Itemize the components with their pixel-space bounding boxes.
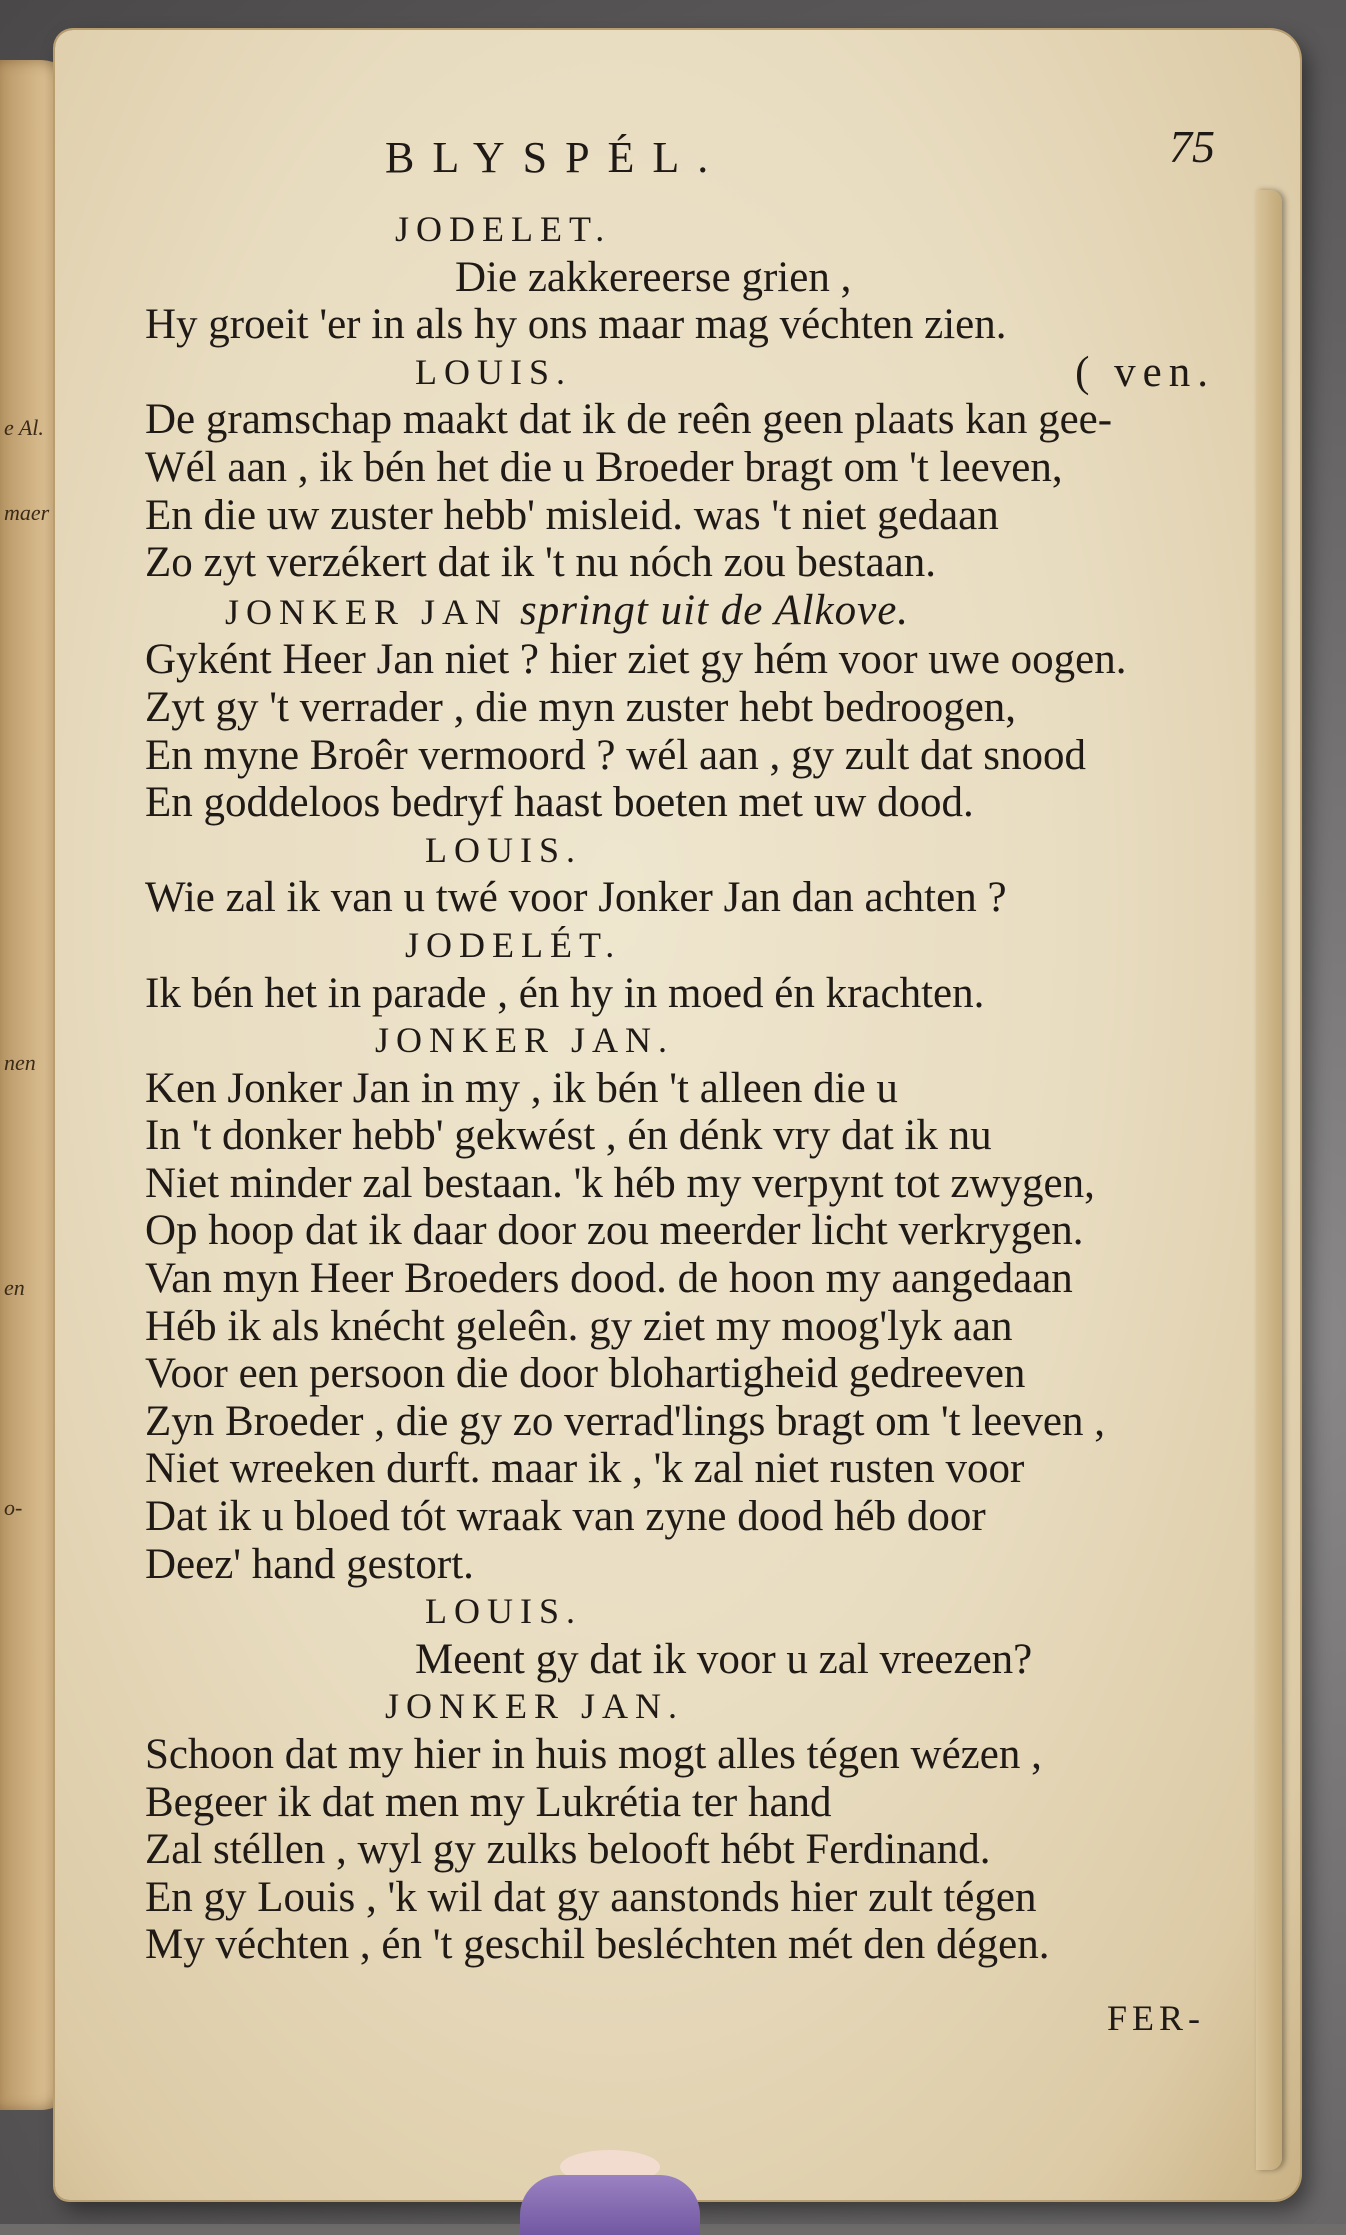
speaker-name	[145, 587, 1225, 637]
speaker-name	[145, 1017, 1225, 1065]
verse-lines	[145, 206, 1225, 1969]
prev-page-fragment: o-	[4, 1495, 23, 1520]
verse-line: Niet wreeken durft. maar ik , 'k zal niet rusten voor	[145, 1445, 1025, 1493]
prev-page-fragment: nen	[4, 1050, 36, 1075]
stage-direction: springt uit de Alkove.	[520, 586, 910, 634]
speaker-label: JONKER JAN.	[375, 1020, 675, 1061]
verse-line: Schoon dat my hier in huis mogt alles tégen wézen ,	[145, 1731, 1042, 1778]
speaker-name	[145, 206, 1225, 254]
verse-line: Die zakkereerse grien ,	[455, 253, 852, 301]
verse-overflow: ( ven.	[1075, 348, 1215, 396]
verse-line: En goddeloos bedryf haast boeten met uw dood.	[145, 779, 974, 827]
verse-line: Ken Jonker Jan in my , ik bén 't alleen die u	[145, 1064, 898, 1112]
verse-line: Voor een persoon die door blohartigheid gedreeven	[145, 1350, 1026, 1398]
verse-line: Hy groeit 'er in als hy ons maar mag véchten zien.	[145, 301, 1007, 349]
verse-line: Meent gy dat ik voor u zal vreezen?	[415, 1635, 1033, 1683]
verse-line: In 't donker hebb' gekwést , én dénk vry dat ik nu	[145, 1112, 992, 1160]
verse-line: Zal stéllen , wyl gy zulks belooft hébt Ferdinand.	[145, 1826, 991, 1874]
verse-line: Deez' hand gestort.	[145, 1540, 474, 1588]
speaker-name	[145, 1588, 1225, 1636]
verse-line: Dat ik u bloed tót wraak van zyne dood héb door	[145, 1493, 986, 1541]
running-head	[145, 120, 1225, 206]
verse-line: Wie zal ik van u twé voor Jonker Jan dan achten ?	[145, 874, 1007, 922]
verse-line: Zyt gy 't verrader , die myn zuster hebt bedroogen,	[145, 683, 1017, 731]
verse-line: My véchten , én 't geschil besléchten mét den dégen.	[145, 1921, 1050, 1969]
verse-line: Ik bén het in parade , én hy in moed én krachten.	[145, 969, 985, 1017]
verse-line: Begeer ik dat men my Lukrétia ter hand	[145, 1778, 832, 1826]
speaker-name	[145, 1683, 1225, 1731]
prev-page-fragment: e Al.	[4, 415, 44, 440]
verse-line: Wél aan , ik bén het die u Broeder bragt om 't leeven,	[145, 443, 1063, 491]
speaker-name	[145, 922, 1225, 970]
page-text	[145, 120, 1225, 2038]
speaker-label: LOUIS.	[415, 351, 572, 392]
book-page	[55, 30, 1300, 2200]
bookmark-ribbon	[520, 2175, 700, 2235]
verse-line: Van myn Heer Broeders dood. de hoon my aangedaan	[145, 1255, 1073, 1303]
speaker-label: JONKER JAN.	[385, 1686, 685, 1727]
speaker-label: JODELET.	[395, 209, 612, 249]
running-head-title: BLYSPÉL.	[385, 133, 727, 182]
verse-line: Zyn Broeder , die gy zo verrad'lings bragt om 't leeven ,	[145, 1397, 1106, 1445]
verse-line: En myne Broêr vermoord ? wél aan , gy zult dat snood	[145, 731, 1086, 779]
verse-line: En gy Louis , 'k wil dat gy aanstonds hier zult tégen	[145, 1873, 1037, 1921]
verse-line: Zo zyt verzékert dat ik 't nu nóch zou bestaan.	[145, 539, 937, 587]
verse-line: De gramschap maakt dat ik de reên geen plaats kan gee-	[145, 396, 1113, 444]
speaker-name	[145, 349, 1225, 397]
speaker-name	[145, 827, 1225, 875]
speaker-label: JODELÉT.	[405, 924, 622, 965]
page-number: 75	[1169, 121, 1215, 172]
verse-line: Niet minder zal bestaan. 'k héb my verpynt tot zwygen,	[145, 1159, 1095, 1207]
page-stack-edge	[1256, 190, 1282, 2170]
speaker-label: LOUIS.	[425, 1591, 582, 1632]
prev-page-fragment: maer	[4, 500, 50, 525]
verse-line: Gyként Heer Jan niet ? hier ziet gy hém voor uwe oogen.	[145, 636, 1127, 684]
catchword: FER-	[1106, 1997, 1205, 2038]
verse-line: Op hoop dat ik daar door zou meerder licht verkrygen.	[145, 1207, 1084, 1255]
speaker-label: JONKER JAN	[225, 591, 509, 632]
verse-line: En die uw zuster hebb' misleid. was 't niet gedaan	[145, 491, 999, 539]
speaker-label: LOUIS.	[425, 829, 582, 870]
verse-line: Héb ik als knécht geleên. gy ziet my moog'lyk aan	[145, 1302, 1013, 1350]
prev-page-fragment: en	[4, 1275, 25, 1300]
